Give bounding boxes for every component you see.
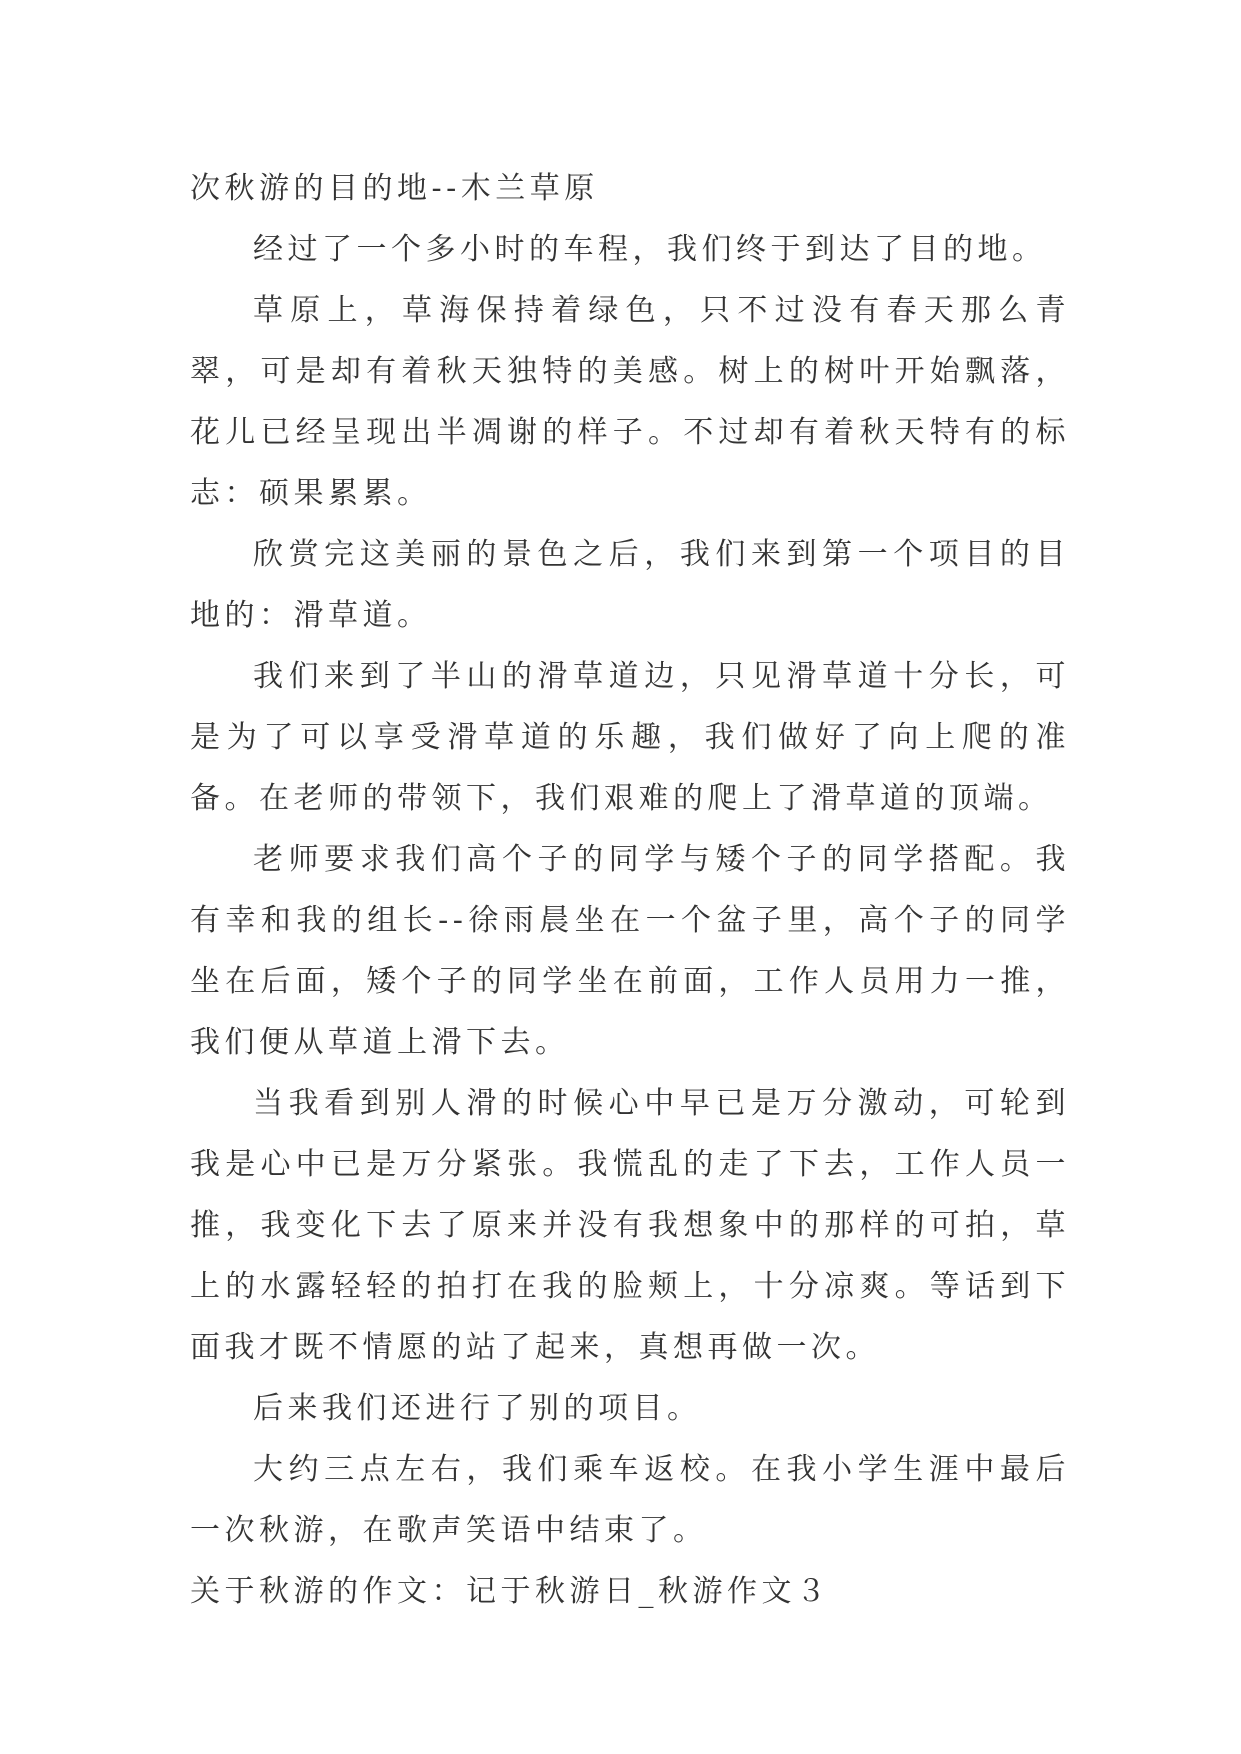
paragraph-return: 大约三点左右，我们乘车返校。在我小学生涯中最后一次秋游，在歌声笑语中结束了。 (190, 1452, 1070, 1548)
next-article-heading: 关于秋游的作文：记于秋游日_秋游作文３ (190, 1574, 831, 1609)
paragraph-grassland: 草原上，草海保持着绿色，只不过没有春天那么青翠，可是却有着秋天独特的美感。树上的树叶开始飘落，花儿已经呈现出半凋谢的样子。不过却有着秋天特有的标志：硕果累累。 (190, 293, 1070, 511)
paragraph-climb: 我们来到了半山的滑草道边，只见滑草道十分长，可是为了可以享受滑草道的乐趣，我们做好了向上爬的准备。在老师的带领下，我们艰难的爬上了滑草道的顶端。 (190, 659, 1070, 816)
paragraph-first-project: 欣赏完这美丽的景色之后，我们来到第一个项目的目地的：滑草道。 (190, 537, 1070, 633)
paragraph-sliding: 当我看到别人滑的时候心中早已是万分激动，可轮到我是心中已是万分紧张。我慌乱的走了下去，工作人员一推，我变化下去了原来并没有我想象中的那样的可拍，草上的水露轻轻的拍打在我的脸颊上，十分凉爽。等话到下面我才既不情愿的站了起来，真想再做一次。 (190, 1086, 1070, 1365)
paragraph-other-projects: 后来我们还进行了别的项目。 (253, 1391, 702, 1426)
paragraph-pairing: 老师要求我们高个子的同学与矮个子的同学搭配。我有幸和我的组长--徐雨晨坐在一个盆子里，高个子的同学坐在后面，矮个子的同学坐在前面，工作人员用力一推，我们便从草道上滑下去。 (190, 842, 1070, 1060)
continued-title-line: 次秋游的目的地--木兰草原 (190, 171, 599, 206)
document-body (190, 158, 1070, 1622)
paragraph-arrival: 经过了一个多小时的车程，我们终于到达了目的地。 (253, 232, 1047, 267)
